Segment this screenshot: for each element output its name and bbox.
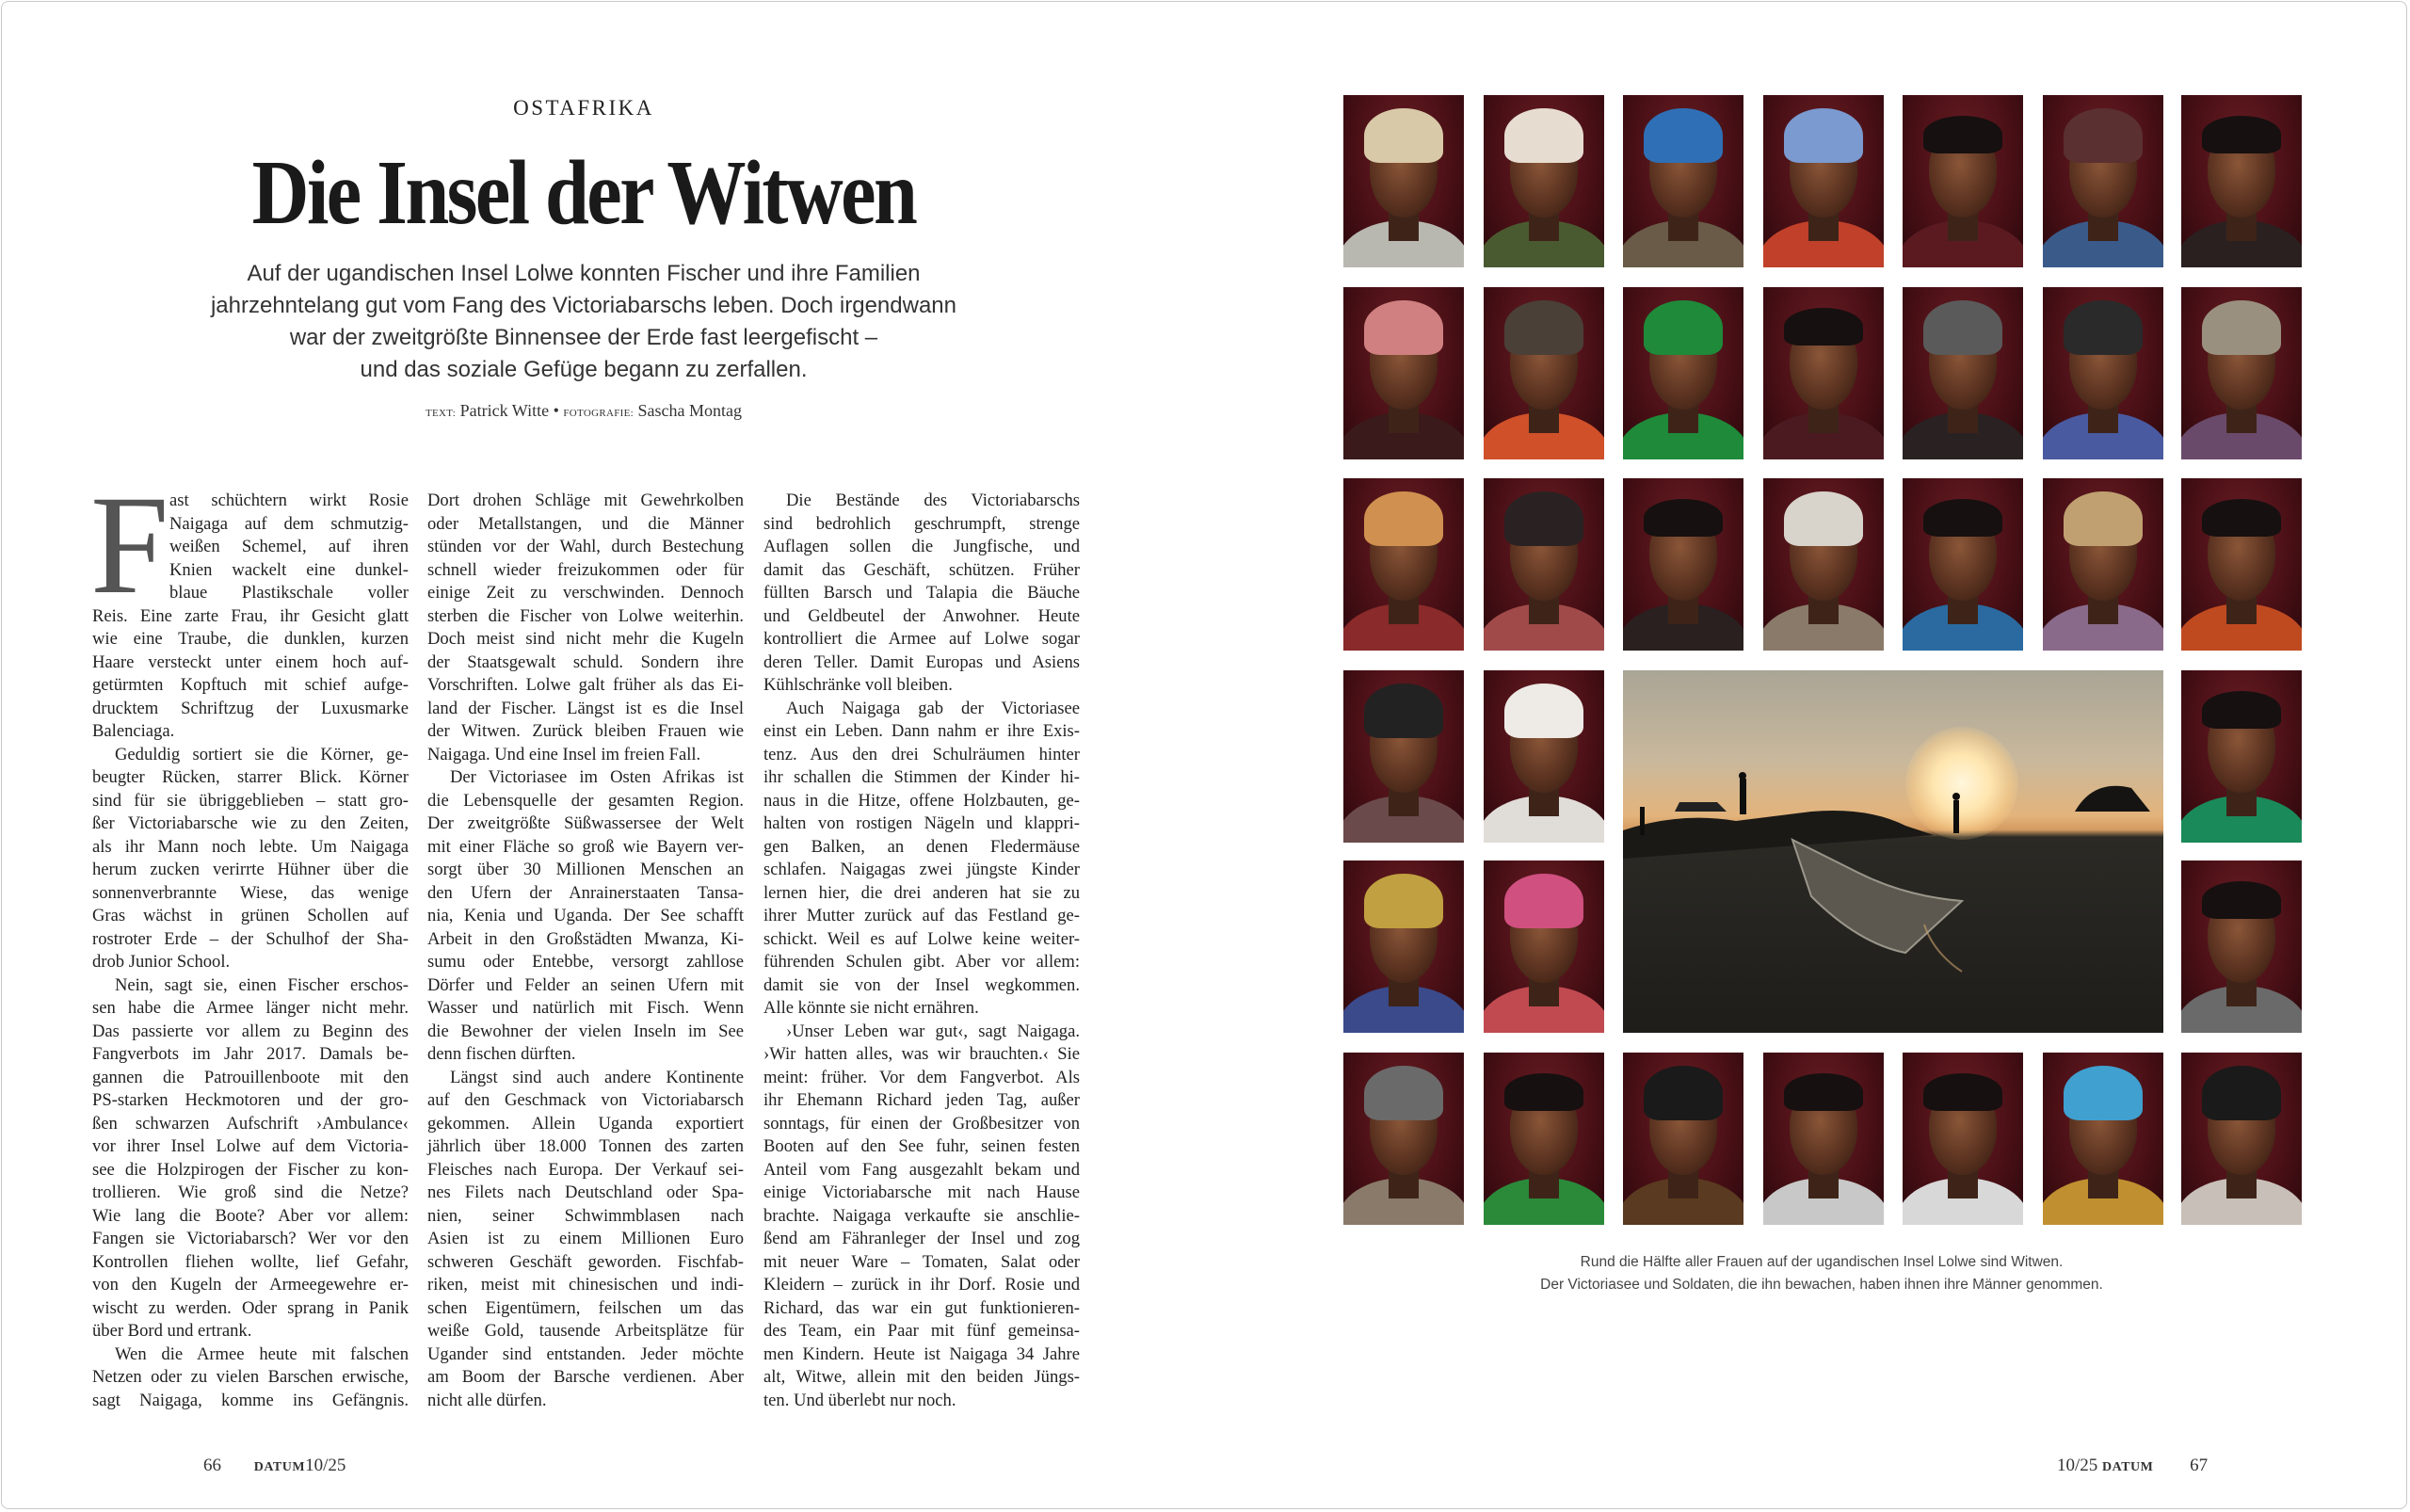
text-line: und Geldbeutel der Anwohner. Heute [763, 605, 1080, 626]
text-line: trollieren. Wie groß sind die Netze? [92, 1182, 409, 1202]
text-line: Doch meist sind nicht mehr die Kugeln [427, 629, 744, 649]
photo-caption [1469, 1251, 2175, 1296]
lake-scene-illustration [1623, 670, 2163, 1033]
footer-left [203, 1456, 345, 1476]
byline-separator: • [553, 401, 559, 420]
text-line: schen Eigentümern, feilschen um das [427, 1297, 744, 1318]
text-line: sumu oder Entebbe, versorgt zahllose [427, 952, 744, 972]
headwrap [1364, 300, 1443, 355]
fisherman-silhouette [1953, 800, 1959, 833]
byline-text-label: TEXT: [426, 408, 457, 419]
text-line: Auch Naigaga gab der Victoriasee [786, 698, 1080, 718]
headwrap [1644, 1066, 1723, 1120]
issue-number: 10/25 [305, 1456, 346, 1475]
headwrap [2202, 1066, 2281, 1120]
headwrap [1923, 300, 2002, 355]
lake-sunset-photo [1623, 670, 2163, 1033]
widow-portrait [2181, 478, 2302, 651]
widow-portrait [1763, 1053, 1884, 1225]
text-line: führenden Schulen gibt. Aber vor allem: [763, 952, 1080, 972]
text-line: als ihr Mann noch lebte. Um Naigaga [92, 836, 409, 857]
byline-author: Patrick Witte [459, 401, 550, 420]
text-line: von den Kugeln der Armeegewehre er- [92, 1275, 409, 1295]
article-title: Die Insel der Witwen [251, 142, 916, 244]
paragraph [763, 490, 1080, 698]
widow-portrait [2043, 287, 2163, 459]
widow-portrait [1343, 287, 1464, 459]
text-line: blaue Plastikschale voller [169, 583, 409, 603]
body-column-1 [90, 467, 409, 1412]
paragraph [763, 1021, 1080, 1413]
text-line: Naigaga. Und eine Insel im freien Fall. [427, 744, 701, 764]
headwrap [1364, 491, 1443, 546]
text-line: Fangen sie Victoriabarsch? Wer vor den [92, 1229, 409, 1248]
rock-island [1623, 811, 1934, 859]
widow-portrait [1763, 287, 1884, 459]
widow-portrait [1903, 95, 2023, 267]
text-line: Fleisches nach Europa. Der Verkauf sei- [427, 1159, 744, 1180]
text-line: weiße Gold, tausende Arbeitsplätze für [427, 1321, 744, 1341]
headwrap [1504, 684, 1583, 738]
headwrap [1504, 874, 1583, 928]
text-line: lernen hier, die drei anderen hat sie zu [763, 882, 1080, 903]
widow-portrait [2181, 287, 2302, 459]
widow-portrait [1343, 861, 1464, 1033]
text-line: den Ufern der Anrainerstaaten Tansa- [427, 882, 744, 903]
headwrap [1364, 108, 1443, 163]
text-line: Reis. Eine zarte Frau, ihr Gesicht glatt [92, 605, 409, 626]
deck-line: jahrzehntelang gut vom Fang des Victoriabarschs leben. Doch irgendwann [210, 293, 957, 318]
text-line: kontrolliert die Armee auf Lolwe sogar [763, 629, 1080, 649]
headwrap [2064, 300, 2143, 355]
text-line: sorgt über 30 Millionen Menschen an [427, 860, 744, 879]
text-line: getürmten Kopftuch mit schief aufge- [92, 675, 409, 695]
text-line: der Staatsgewalt schuld. Sondern ihre [427, 651, 744, 672]
deck-line: war der zweitgrößte Binnensee der Erde fast leergefischt – [289, 325, 878, 350]
widow-portrait [1903, 1053, 2023, 1225]
text-line: Kleidern – zurück in ihr Dorf. Rosie und [763, 1275, 1080, 1295]
headwrap [2064, 1066, 2143, 1120]
headwrap [1364, 874, 1443, 928]
magazine-brand: DATUM [253, 1460, 306, 1474]
text-line: land der Fischer. Längst ist es die Insel [427, 698, 744, 718]
page-number-right: 67 [2190, 1456, 2209, 1475]
widow-portrait [1903, 478, 2023, 651]
text-line: Der zweitgrößte Süßwassersee der Welt [427, 813, 744, 833]
text-line: Knien wackelt eine dunkel- [169, 559, 409, 580]
widow-portrait [1903, 287, 2023, 459]
text-line: ›Unser Leben war gut‹, sagt Naigaga. [786, 1021, 1080, 1041]
text-line: mit neuer Ware – Tomaten, Salat oder [763, 1251, 1080, 1272]
text-line: Die Bestände des Victoriabarschs [786, 491, 1080, 510]
text-line: mit einer Fläche so groß wie Bayern ver- [427, 836, 744, 857]
text-line: drob Junior School. [92, 952, 231, 972]
widow-portrait [2181, 95, 2302, 267]
headwrap [1504, 300, 1583, 355]
headwrap [1504, 491, 1583, 546]
text-line: ast schüchtern wirkt Rosie [169, 491, 409, 510]
headwrap [1784, 491, 1863, 546]
widow-portrait [1343, 478, 1464, 651]
headwrap [1364, 684, 1443, 738]
text-line: Nein, sagt sie, einen Fischer erschos- [115, 974, 409, 995]
text-line: der Witwen. Zurück bleiben Frauen wie [427, 721, 744, 741]
text-line: Wie lang die Boote? Aber vor allem: [92, 1205, 409, 1226]
widow-portrait [1763, 95, 1884, 267]
text-line: sterben die Fischer von Lolwe weiterhin. [427, 605, 744, 626]
text-line: sonnenverbrannte Wiese, das wenige [92, 882, 409, 903]
text-line: naus in die Hitze, offene Holzbauten, ge- [763, 790, 1080, 811]
headwrap [2202, 116, 2281, 153]
text-line: tenz. Aus den drei Schulräumen hinter [763, 744, 1080, 764]
text-line: sen habe die Armee länger nicht mehr. [92, 998, 409, 1018]
text-line: wischt zu werden. Oder sprang in Panik [92, 1297, 409, 1318]
text-line: Längst sind auch andere Kontinente [450, 1067, 744, 1087]
caption-line: Der Victoriasee und Soldaten, die ihn bewachen, haben ihnen ihre Männer genommen. [1540, 1277, 2103, 1293]
widow-portrait [1623, 1053, 1743, 1225]
text-line: riken, meist mit chinesischen und indi- [427, 1275, 744, 1295]
text-line: am Boom der Barsche verdienen. Aber [427, 1367, 744, 1387]
text-line: Booten auf den See fuhr, seinen festen [763, 1136, 1080, 1156]
text-line: sind für sie übriggeblieben – statt gro- [92, 790, 409, 811]
headwrap [1784, 108, 1863, 163]
widow-portrait [2043, 1053, 2163, 1225]
headwrap [2202, 499, 2281, 537]
text-line: beugter Rücken, starrer Blick. Körner [92, 767, 409, 787]
paragraph [427, 766, 744, 1067]
deck-line: und das soziale Gefüge begann zu zerfallen. [360, 357, 808, 382]
headwrap [1784, 308, 1863, 346]
text-line: einige Zeit zu verschwinden. Dennoch [427, 583, 744, 603]
text-line: Wen die Armee heute mit falschen [115, 1343, 409, 1364]
text-line: ßen schwarzen Aufschrift ›Ambulance‹ [92, 1113, 409, 1134]
widow-portrait [1623, 95, 1743, 267]
text-line: ›Wir hatten alles, was wir brauchten.‹ Sie [763, 1044, 1080, 1064]
caption-line: Rund die Hälfte aller Frauen auf der ugandischen Insel Lolwe sind Witwen. [1580, 1254, 2064, 1270]
text-line: füllten Barsch und Talapia die Bäuche [763, 583, 1080, 603]
widow-portrait [1484, 861, 1604, 1033]
widow-portrait [2043, 95, 2163, 267]
paragraph [427, 1067, 744, 1413]
headwrap [1644, 300, 1723, 355]
text-line: men Kindern. Heute ist Naigaga 34 Jahre [763, 1343, 1080, 1364]
text-line: see die Holzpirogen der Fischer zu kon- [92, 1159, 409, 1180]
text-line: nien, seiner Schwimmblasen nach [427, 1205, 744, 1226]
text-line: schlafen. Naigagas zwei jüngste Kinder [763, 860, 1080, 879]
text-line: einige Victoriabarsche mit nach Hause [763, 1182, 1080, 1202]
text-line: gannen die Patrouillenboote mit den [92, 1067, 409, 1087]
text-line: rostroter Erde – der Schulhof der Sha- [92, 928, 409, 949]
text-line: sonntags, für einen der Großbesitzer von [763, 1113, 1080, 1134]
headwrap [1644, 499, 1723, 537]
widow-portrait [2181, 1053, 2302, 1225]
byline-photographer: Sascha Montag [637, 401, 742, 420]
text-line: Alle könnte sie nicht ernähren. [763, 998, 979, 1018]
text-line: Kühlschränke voll bleiben. [763, 675, 953, 695]
text-line: vor ihrer Insel Lolwe auf dem Victoria- [92, 1136, 409, 1156]
widow-portrait [2181, 670, 2302, 843]
text-line: ßend am Fähranleger der Insel und zog [763, 1229, 1080, 1248]
headwrap [1784, 1073, 1863, 1111]
text-line: alt, Witwe, allein mit den beiden Jüngs- [763, 1367, 1080, 1387]
distant-island [1675, 802, 1727, 812]
byline-photo-label: FOTOGRAFIE: [563, 408, 634, 419]
text-line: einst ein Leben. Dann nahm er ihre Exis- [763, 721, 1080, 741]
text-line: die Bewohner der vielen Inseln im See [427, 1021, 744, 1041]
page-number-left: 66 [203, 1456, 221, 1475]
widow-portrait [1343, 95, 1464, 267]
issue-number: 10/25 [2057, 1456, 2098, 1475]
text-line: Geduldig sortiert sie die Körner, ge- [115, 744, 409, 764]
text-line: Fangverbots im Jahr 2017. Damals be- [92, 1044, 409, 1064]
wooden-boat [1792, 840, 1962, 953]
paragraph [427, 490, 744, 766]
text-line: Kontrollen fliehen wollte, lief Gefahr, [92, 1251, 409, 1272]
text-line: brachte. Naigaga verkaufte sie anschlie- [763, 1205, 1080, 1226]
text-line: Wasser und natürlich mit Fisch. Wenn [427, 998, 744, 1018]
text-line: Ugander sind entstanden. Jeder möchte [427, 1343, 744, 1364]
text-line: Asien ist zu einem Millionen Euro [427, 1229, 744, 1248]
widow-portrait [1623, 478, 1743, 651]
widow-portrait [1343, 670, 1464, 843]
text-line: weißen Schemel, auf ihren [169, 537, 409, 556]
text-line: ten. Und überlebt nur noch. [763, 1390, 956, 1410]
text-line: meint: früher. Vor dem Fangverbot. Als [763, 1067, 1080, 1087]
widow-portrait [2043, 478, 2163, 651]
text-line: Richard, das war ein gut funktionieren- [763, 1297, 1080, 1318]
widow-portrait [1484, 478, 1604, 651]
paragraph [92, 1343, 409, 1413]
headwrap [1923, 1073, 2002, 1111]
text-line: stünden vor der Wahl, durch Bestechung [427, 537, 744, 556]
headwrap [1923, 116, 2002, 153]
text-line: nes Filets nach Deutschland oder Spa- [427, 1182, 744, 1202]
paragraph [92, 744, 409, 974]
text-line: des Team, ein Paar mit fünf gemeinsa- [763, 1321, 1080, 1341]
text-line: Anteil vom Fang ausgezahlt bekam und [763, 1159, 1080, 1180]
paragraph [92, 974, 409, 1343]
text-line: gen Balken, an denen Fledermäuse [763, 836, 1080, 857]
widow-portrait [1484, 1053, 1604, 1225]
paragraph [763, 698, 1080, 1021]
headwrap [2202, 300, 2281, 355]
text-line: Naigaga auf dem schmutzig- [169, 513, 409, 534]
fisherman-silhouette [1740, 779, 1746, 814]
text-line: schnell wieder freizukommen oder für [427, 559, 744, 580]
text-line: Gras wächst in grünen Schollen auf [92, 906, 409, 925]
text-line: nia, Kenia und Uganda. Der See schafft [427, 906, 744, 925]
text-line: nicht alle dürfen. [427, 1390, 547, 1410]
magazine-brand: DATUM [2102, 1460, 2154, 1474]
text-line: wie eine Traube, die dunklen, kurzen [92, 629, 409, 649]
text-line: ihrer Mutter zurück auf das Festland ge- [763, 906, 1080, 925]
text-line: Haare versteckt unter einem hoch auf- [92, 651, 409, 672]
text-line: herum zucken verirrte Hühner über die [92, 860, 409, 879]
widow-portrait [1484, 95, 1604, 267]
text-line: deren Teller. Damit Europas und Asiens [763, 651, 1080, 672]
text-line: Auflagen sollen die Jungfische, und [763, 537, 1080, 556]
headwrap [2202, 691, 2281, 729]
footer-right [2057, 1456, 2208, 1476]
headwrap [2064, 491, 2143, 546]
text-line: denn fischen dürften. [427, 1044, 576, 1064]
text-line: schweren Geschäft geworden. Fischfab- [427, 1251, 744, 1272]
text-line: Arbeit in den Großstädten Mwanza, Ki- [427, 928, 744, 949]
widow-portrait [1484, 670, 1604, 843]
text-line: drucktem Schriftzug der Luxusmarke [92, 698, 409, 718]
widow-portrait [1484, 287, 1604, 459]
text-line: Dort drohen Schläge mit Gewehrkolben [427, 491, 744, 510]
text-line: gekommen. Allein Uganda exportiert [427, 1113, 744, 1134]
fisherman-silhouette [1640, 807, 1645, 835]
widow-portrait [1343, 1053, 1464, 1225]
headwrap [1364, 1066, 1443, 1120]
headwrap [1923, 499, 2002, 537]
text-line: ihr schallen die Stimmen der Kinder hi- [763, 767, 1080, 787]
widow-portrait [1763, 478, 1884, 651]
headwrap [2064, 108, 2143, 163]
body-column-2 [427, 490, 744, 1412]
section-kicker: OSTAFRIKA [513, 96, 654, 120]
text-line: auf den Geschmack von Victoriabarsch [427, 1090, 744, 1110]
headwrap [1504, 108, 1583, 163]
article-deck [0, 258, 1167, 386]
text-line: Balenciaga. [92, 721, 175, 741]
widow-portrait [1623, 287, 1743, 459]
text-line: über Bord und ertrank. [92, 1321, 252, 1341]
deck-line: Auf der ugandischen Insel Lolwe konnten Fischer und ihre Familien [247, 261, 921, 286]
byline [0, 401, 1167, 421]
headwrap [2202, 881, 2281, 919]
widow-portrait [2181, 861, 2302, 1033]
text-line: Dörfer und Felder an seinen Ufern mit [427, 974, 744, 995]
text-line: oder Metallstangen, und die Männer [427, 513, 744, 534]
text-line: halten von rostigen Nägeln und klappri- [763, 813, 1080, 833]
rock [2075, 786, 2150, 812]
drop-cap: F [90, 467, 169, 623]
text-line: ihr Ehemann Richard jeden Tag, außer [763, 1090, 1080, 1110]
headwrap [1644, 108, 1723, 163]
text-line: Netzen oder zu vielen Barschen erwische, [92, 1367, 409, 1387]
text-line: ßer Victoriabarsche wie zu den Zeiten, [92, 813, 409, 833]
text-line: jährlich über 18.000 Tonnen des zarten [427, 1136, 744, 1156]
text-line: damit das Geschäft, schützen. Früher [763, 559, 1080, 580]
text-line: Der Victoriasee im Osten Afrikas ist [450, 767, 744, 787]
text-line: schickt. Weil es auf Lolwe keine weiter- [763, 928, 1080, 949]
headwrap [1504, 1073, 1583, 1111]
text-line: die Lebensquelle der gesamten Region. [427, 790, 744, 811]
text-line: PS-starken Heckmotoren und der gro- [92, 1090, 409, 1110]
text-line: Vorschriften. Lolwe galt früher als das Ei- [427, 675, 744, 695]
text-line: sagt Naigaga, komme ins Gefängnis. [92, 1390, 409, 1410]
text-line: damit sie von der Insel wegkommen. [763, 974, 1080, 995]
text-line: sind bedrohlich geschrumpft, strenge [763, 513, 1080, 534]
body-column-3 [763, 490, 1080, 1412]
text-line: Das passierte vor allem zu Beginn des [92, 1021, 409, 1041]
